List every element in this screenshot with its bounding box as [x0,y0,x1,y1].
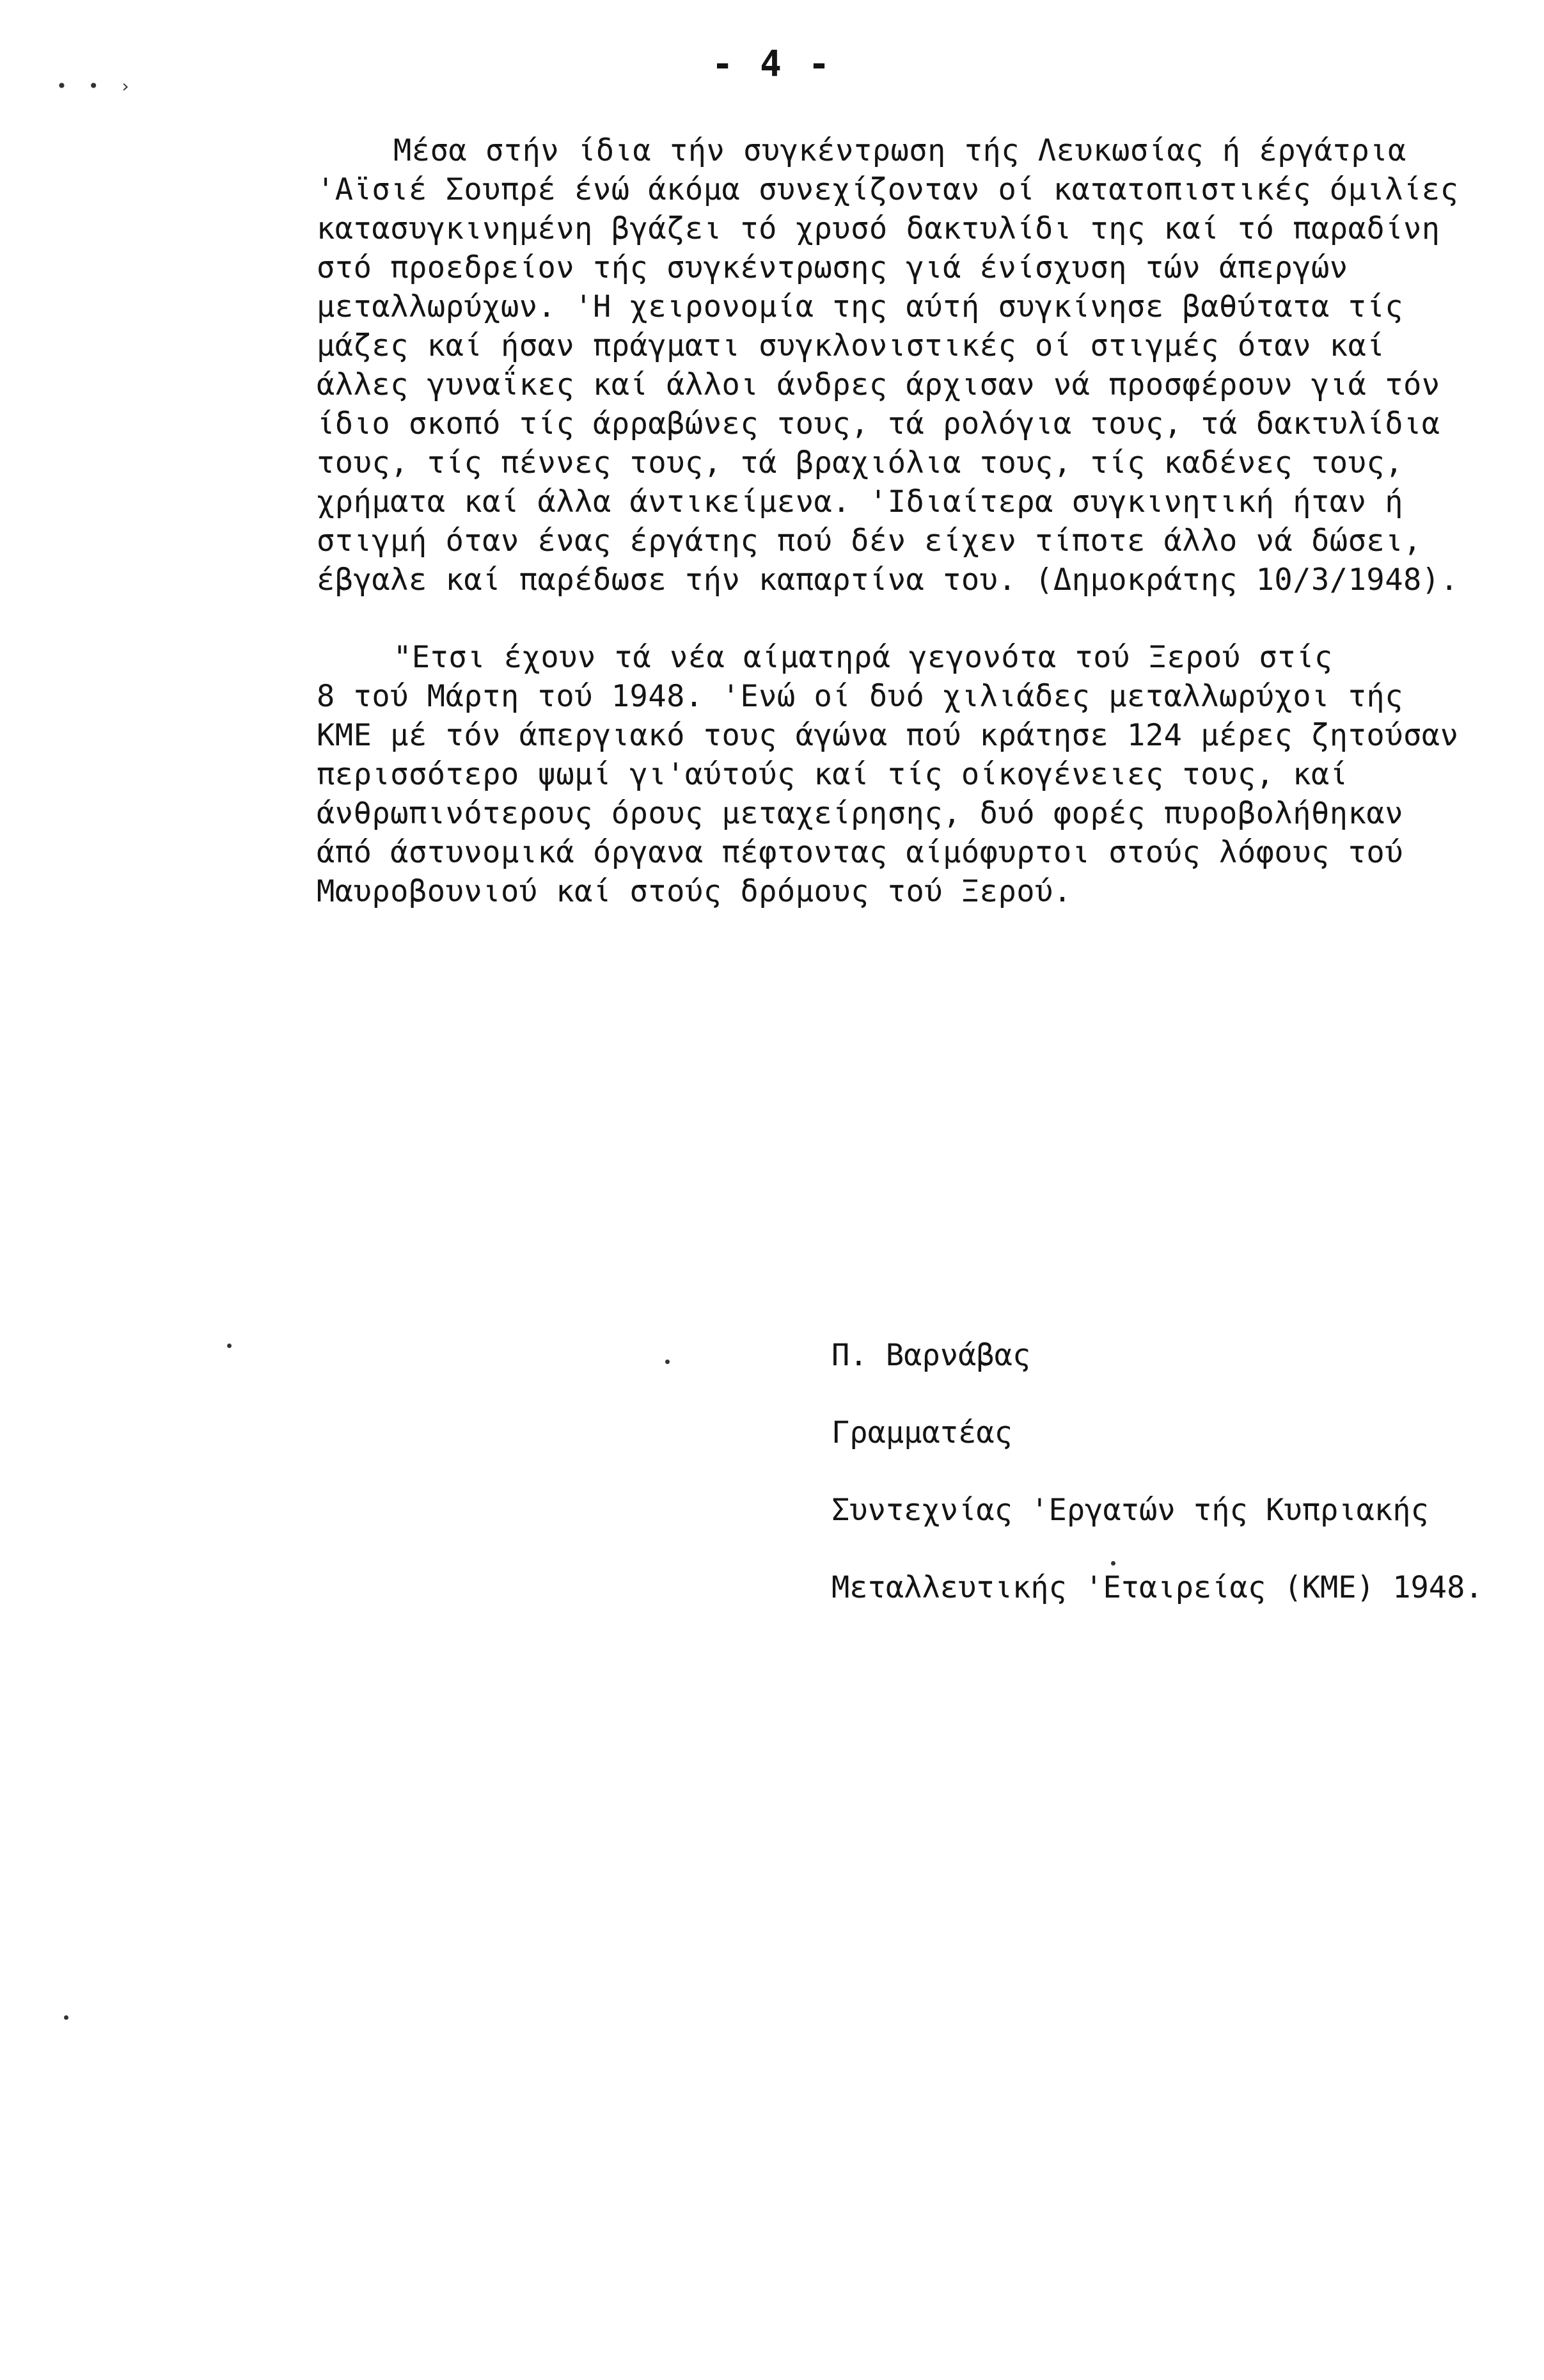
text-line: τους, τίς πέννες τους, τά βραχιόλια τους, τίς καδένες τους, [317,445,1403,480]
stray-dot [665,1360,670,1364]
signatory-name: Π. Βαρνάβας [831,1338,1031,1373]
text-line: έβγαλε καί παρέδωσε τήν καπαρτίνα του. (Δημοκράτης 10/3/1948). [317,562,1459,598]
signatory-org-line-1: Συντεχνίας 'Εργατών τής Κυπριακής [831,1493,1429,1528]
signatory-title: Γραμματέας [831,1415,1012,1450]
stray-dot [1111,1561,1115,1566]
text-line: Μαυροβουνιού καί στούς δρόμους τού Ξερού. [317,874,1072,909]
text-line: άνθρωπινότερους όρους μεταχείρησης, δυό φορές πυροβολήθηκαν [317,796,1403,831]
text-line: Μέσα στήν ίδια τήν συγκέντρωση τής Λευκωσίας ή έργάτρια [393,133,1406,168]
text-line: χρήματα καί άλλα άντικείμενα. 'Ιδιαίτερα συγκινητική ήταν ή [317,484,1403,520]
signature-block [831,1317,1483,1626]
text-line: 'Αϊσιέ Σουπρέ ένώ άκόμα συνεχίζονταν οί κατατοπιστικές όμιλίες [317,172,1459,207]
paragraph-2 [317,638,1506,911]
text-line: ΚΜΕ μέ τόν άπεργιακό τους άγώνα πού κράτησε 124 μέρες ζητούσαν [317,718,1459,753]
document-body [317,131,1506,911]
page-number: - 4 - [711,44,833,85]
text-line: μεταλλωρύχων. 'Η χειρονομία της αύτή συγκίνησε βαθύτατα τίς [317,289,1403,324]
text-line: μάζες καί ήσαν πράγματι συγκλονιστικές οί στιγμές όταν καί [317,328,1385,363]
stray-dot [227,1344,232,1348]
text-line: στιγμή όταν ένας έργάτης πού δέν είχεν τίποτε άλλο νά δώσει, [317,523,1422,559]
text-line: κατασυγκινημένη βγάζει τό χρυσό δακτυλίδι της καί τό παραδίνη [317,211,1440,246]
text-line: "Ετσι έχουν τά νέα αίματηρά γεγονότα τού Ξερού στίς [393,640,1333,675]
text-line: στό προεδρείον τής συγκέντρωσης γιά ένίσχυση τών άπεργών [317,250,1348,285]
text-line: άπό άστυνομικά όργανα πέφτοντας αίμόφυρτοι στούς λόφους τού [317,835,1403,870]
signatory-org-line-2: Μεταλλευτικής 'Εταιρείας (ΚΜΕ) 1948. [831,1570,1483,1605]
text-line: 8 τού Μάρτη τού 1948. 'Ενώ οί δυό χιλιάδες μεταλλωρύχοι τής [317,679,1403,714]
text-line: άλλες γυναΐκες καί άλλοι άνδρες άρχισαν νά προσφέρουν γιά τόν [317,367,1440,402]
text-line: ίδιο σκοπό τίς άρραβώνες τους, τά ρολόγια τους, τά δακτυλίδια [317,406,1440,441]
text-line: περισσότερο ψωμί γι'αύτούς καί τίς οίκογένειες τους, καί [317,757,1348,792]
paragraph-1 [317,131,1506,599]
corner-marks: • • › [56,75,136,97]
stray-dot [64,2015,68,2020]
